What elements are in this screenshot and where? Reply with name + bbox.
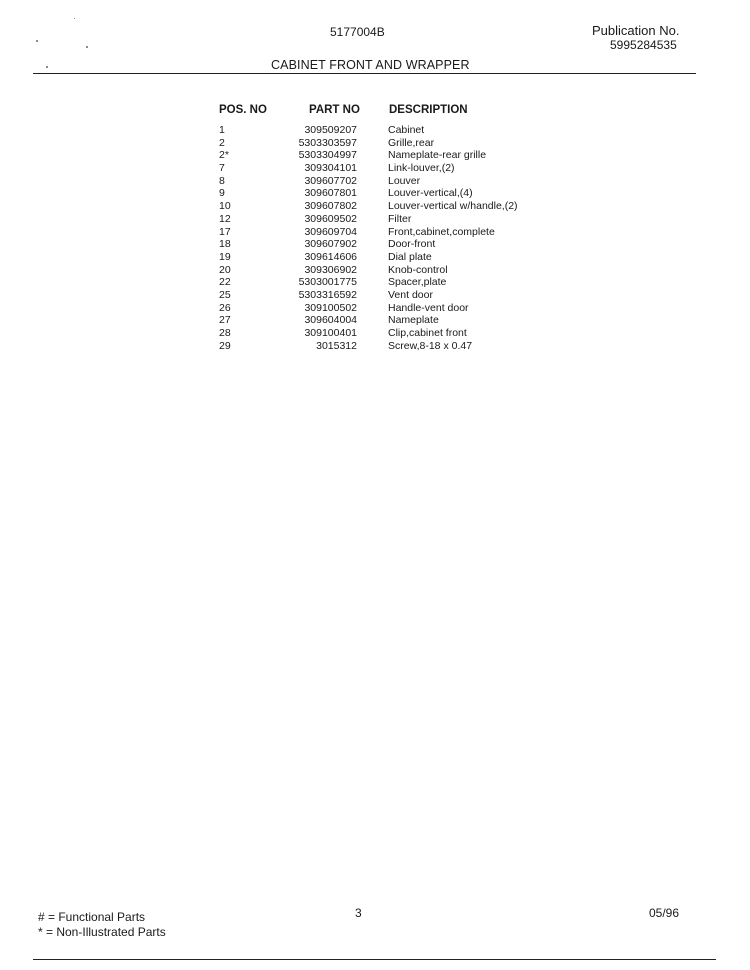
description-cell: Louver [388,174,421,187]
part-number-cell: 309607902 [304,238,357,251]
scan-speck [86,46,88,48]
description-cell: Door-front [388,238,436,251]
pos-cell: 12 [219,212,231,225]
description-cell: Louver-vertical w/handle,(2) [388,200,518,213]
pos-cell: 8 [219,174,225,187]
publication-date: 05/96 [649,906,680,920]
table-row [0,149,750,162]
description-cell: Dial plate [388,250,432,263]
description-cell: Nameplate-rear grille [388,149,487,162]
table-row [0,276,750,289]
pos-cell: 29 [219,339,231,352]
scan-speck [46,66,48,68]
description-cell: Handle-vent door [388,301,469,314]
legend-non-illustrated-parts: * = Non-Illustrated Parts [38,925,166,939]
table-row [0,238,750,251]
pos-cell: 28 [219,327,231,339]
table-row [0,124,750,137]
table-row [0,175,750,188]
table-row [0,340,750,353]
pos-cell: 9 [219,187,225,200]
header-rule [33,73,696,74]
parts-table [0,124,750,352]
part-number-cell: 3015312 [316,339,357,352]
table-row [0,302,750,315]
description-cell: Front,cabinet,complete [388,225,495,238]
part-number-cell: 309609502 [304,212,357,225]
description-cell: Grille,rear [388,136,435,149]
part-number-cell: 5303304997 [298,149,357,162]
pos-cell: 20 [219,263,231,276]
table-row [0,137,750,150]
pos-cell: 18 [219,238,231,251]
part-number-cell: 309100502 [304,301,357,314]
table-row [0,314,750,327]
legend-functional-parts: # = Functional Parts [38,910,146,924]
section-title: CABINET FRONT AND WRAPPER [271,58,470,72]
publication-number: 5995284535 [610,38,677,52]
pos-cell: 10 [219,200,231,213]
part-number-cell: 309509207 [304,124,357,136]
part-number-cell: 309604004 [304,314,357,327]
part-number-cell: 309614606 [304,250,357,263]
description-cell: Louver-vertical,(4) [388,187,473,200]
part-number-cell: 309607802 [304,200,357,213]
part-number-cell: 309609704 [304,225,357,238]
part-number-cell: 5303303597 [298,136,357,149]
pos-cell: 19 [219,250,231,263]
table-row [0,200,750,213]
scan-speck [36,40,38,42]
part-number-cell: 309306902 [304,263,357,276]
table-row [0,289,750,302]
description-cell: Knob-control [388,263,448,276]
table-row [0,162,750,175]
page-number: 3 [355,906,362,920]
model-number: 5177004B [330,25,385,39]
description-cell: Filter [388,212,412,225]
description-cell: Nameplate [388,314,439,327]
column-header-pos: POS. NO [219,104,267,116]
pos-cell: 17 [219,225,231,238]
part-number-cell: 309607801 [304,187,357,200]
table-row [0,251,750,264]
description-cell: Link-louver,(2) [388,162,455,175]
publication-label: Publication No. [592,23,680,38]
table-row [0,213,750,226]
description-cell: Cabinet [388,124,425,136]
part-number-cell: 309100401 [304,327,357,339]
description-cell: Spacer,plate [388,276,447,289]
table-row [0,187,750,200]
table-row [0,327,750,340]
description-cell: Vent door [388,288,433,301]
pos-cell: 2* [219,149,229,162]
pos-cell: 1 [219,124,225,136]
table-row [0,264,750,277]
part-number-cell: 309304101 [304,162,357,175]
description-cell: Clip,cabinet front [388,327,467,339]
part-number-cell: 309607702 [304,174,357,187]
column-header-part: PART NO [309,104,360,116]
description-cell: Screw,8-18 x 0.47 [388,339,473,352]
part-number-cell: 5303001775 [298,276,357,289]
pos-cell: 2 [219,136,225,149]
pos-cell: 27 [219,314,231,327]
column-header-description: DESCRIPTION [389,104,468,116]
scan-speck [74,18,75,19]
part-number-cell: 5303316592 [298,288,357,301]
footer-rule [33,959,716,960]
pos-cell: 7 [219,162,225,175]
table-row [0,226,750,239]
pos-cell: 25 [219,288,231,301]
pos-cell: 26 [219,301,231,314]
pos-cell: 22 [219,276,231,289]
